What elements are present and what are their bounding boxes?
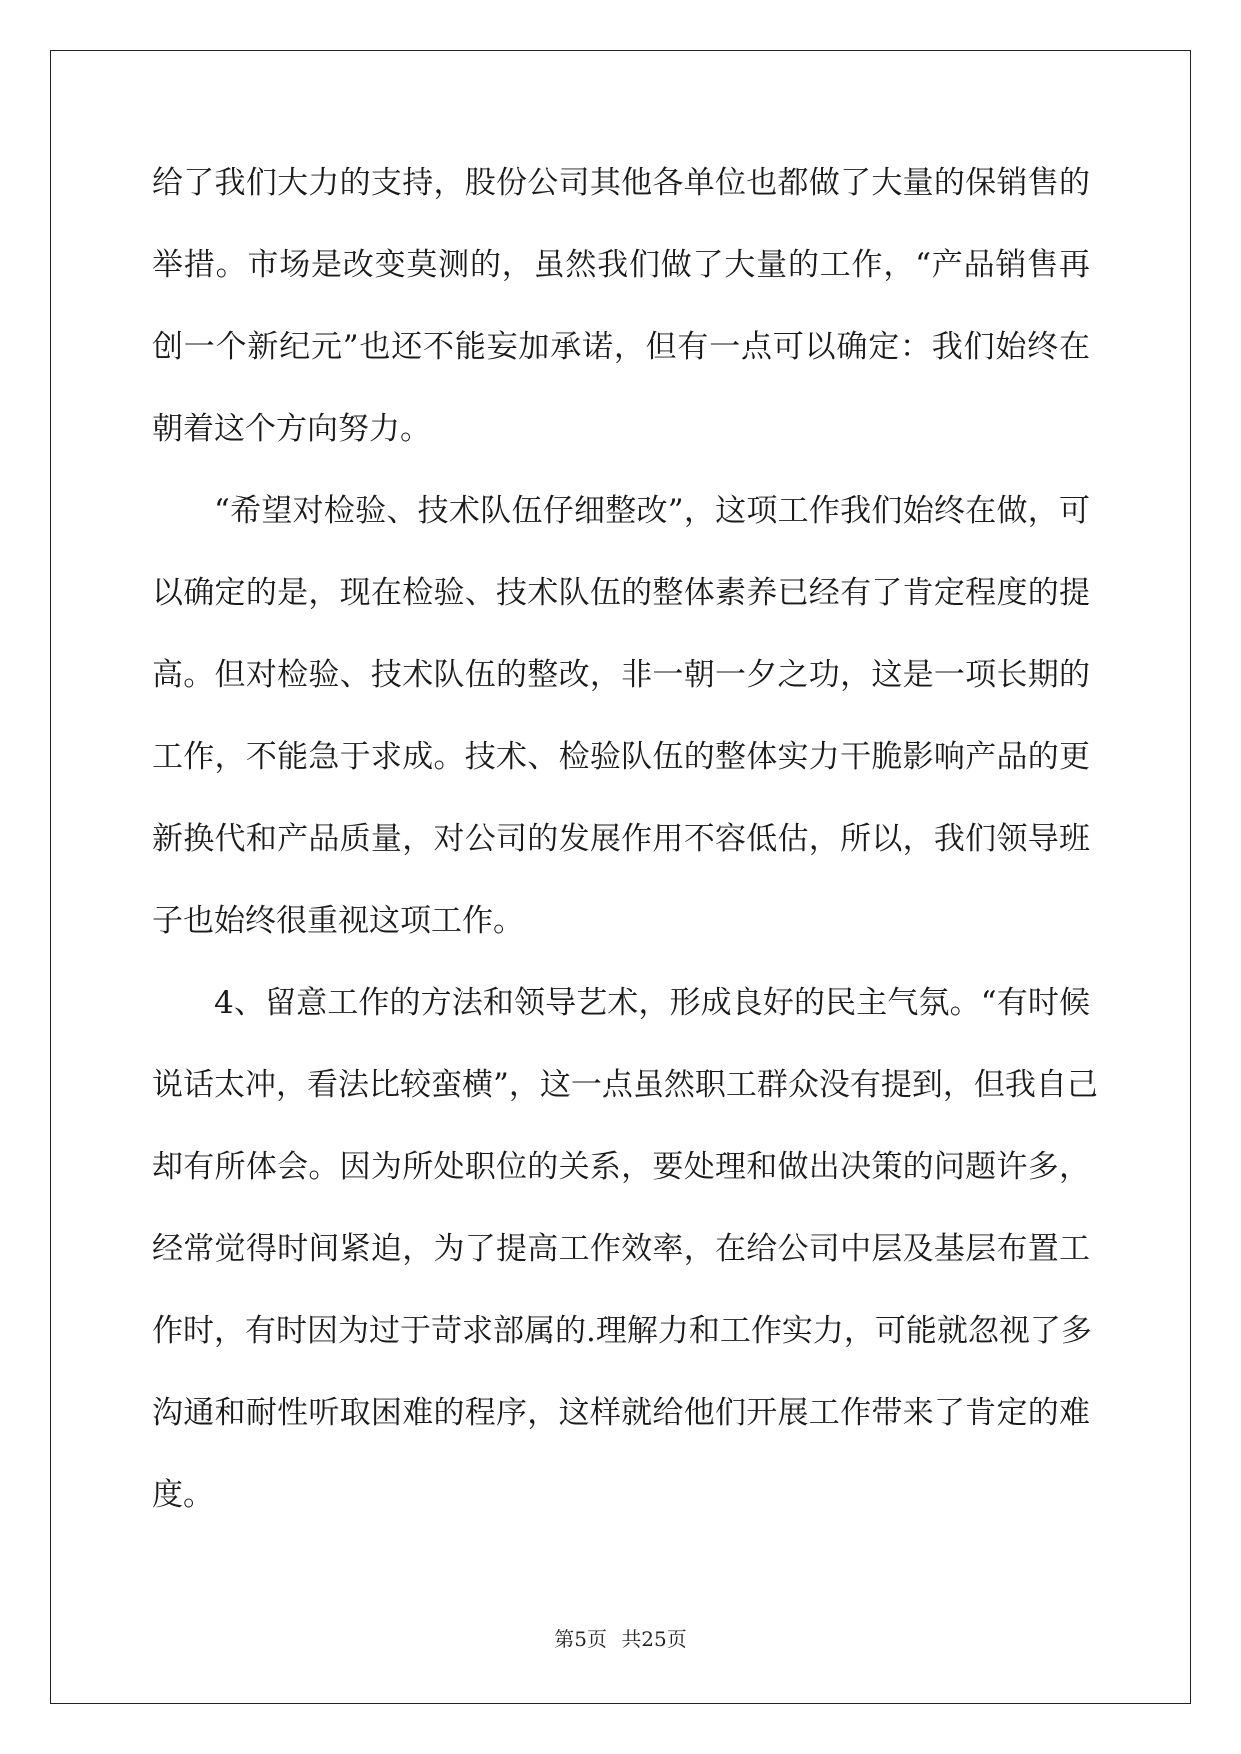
document-body [152,163,1098,1557]
text-line: 4、留意工作的方法和领导艺术，形成良好的民主气氛。“有时候 [214,985,1090,1021]
text-line: 举措。市场是改变莫测的，虽然我们做了大量的工作，“产品销售再 [152,247,1090,283]
text-line: 度。 [152,1477,214,1513]
text-line: 经常觉得时间紧迫，为了提高工作效率，在给公司中层及基层布置工 [152,1231,1090,1267]
page-footer [0,1626,1241,1652]
text-line: 沟通和耐性听取困难的程序，这样就给他们开展工作带来了肯定的难 [152,1395,1090,1431]
text-line: 高。但对检验、技术队伍的整改，非一朝一夕之功，这是一项长期的 [152,657,1090,693]
text-line: 创一个新纪元”也还不能妄加承诺，但有一点可以确定：我们始终在 [152,329,1090,365]
text-line: 子也始终很重视这项工作。 [152,903,524,939]
text-line: 朝着这个方向努力。 [152,411,431,447]
text-line: “希望对检验、技术队伍仔细整改”，这项工作我们始终在做，可 [214,493,1090,529]
text-line: 工作，不能急于求成。技术、检验队伍的整体实力干脆影响产品的更 [152,739,1090,775]
text-line: 作时，有时因为过于苛求部属的.理解力和工作实力，可能就忽视了多 [152,1313,1092,1349]
page-number: 第5页 [554,1627,607,1651]
text-line: 给了我们大力的支持，股份公司其他各单位也都做了大量的保销售的 [152,165,1090,201]
text-line: 以确定的是，现在检验、技术队伍的整体素养已经有了肯定程度的提 [152,575,1090,611]
text-line: 新换代和产品质量，对公司的发展作用不容低估，所以，我们领导班 [152,821,1090,857]
text-line: 却有所体会。因为所处职位的关系，要处理和做出决策的问题许多， [152,1149,1090,1185]
page-total: 共25页 [621,1627,687,1651]
text-line: 说话太冲，看法比较蛮横”，这一点虽然职工群众没有提到，但我自己 [152,1067,1098,1103]
